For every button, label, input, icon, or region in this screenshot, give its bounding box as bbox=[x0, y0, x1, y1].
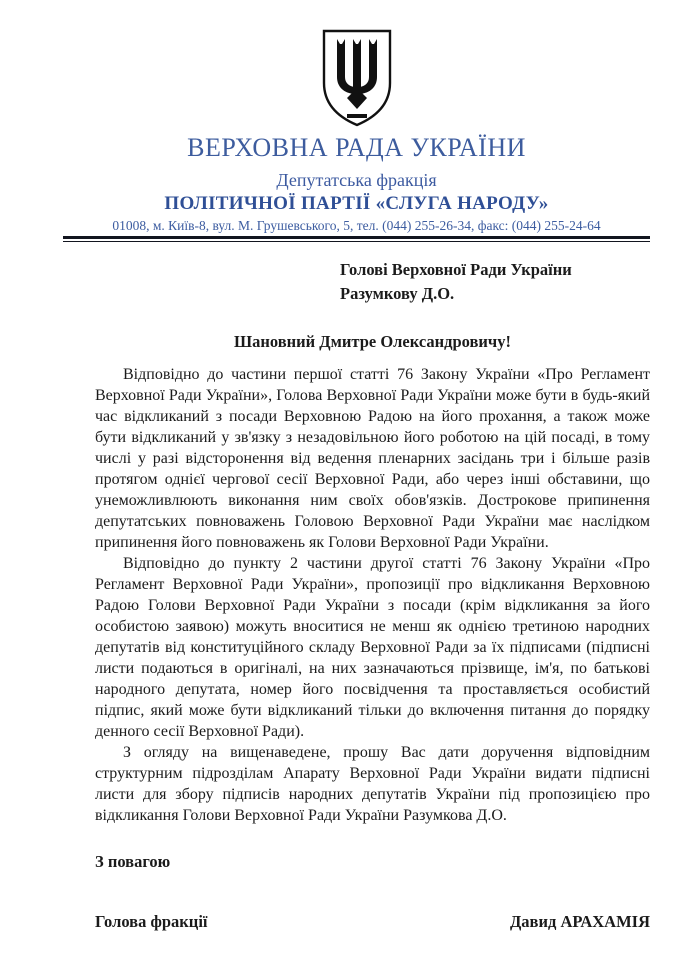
letter-content bbox=[0, 258, 678, 932]
letterhead-rule bbox=[63, 236, 650, 242]
org-title: ВЕРХОВНА РАДА УКРАЇНИ bbox=[187, 133, 526, 162]
signature-row bbox=[95, 912, 650, 932]
body-paragraph: З огляду на вищенаведене, прошу Вас дати доручення відповідним структурним підрозділам Апарату Верховної Ради України видати підписні листи для збору підписів народних депутатів України під пропозицією про відкликання Голови Верховної Ради України Разумкова Д.О. bbox=[95, 744, 650, 825]
closing-phrase: З повагою bbox=[95, 852, 171, 872]
signer-position: Голова фракції bbox=[95, 912, 208, 932]
body-paragraph: Відповідно до частини першої статті 76 Закону України «Про Регламент Верховної Ради України», Голова Верховної Ради України може бути в будь-який час відкликаний з посади Верховною Радою на його прохання, а також може бути відкликаний у зв'язку з незадовільною його роботою на цій посаді, в тому числі у разі відсторонення від ведення пленарних засідань три і більше разів протягом однієї чергової сесії Верховної Ради, або через інші обставини, що унеможливлюють виконання ним своїх обов'язків. Дострокове припинення депутатських повноважень Головою Верховної Ради України має наслідком припинення його повноважень як Голови Верховної Ради України. bbox=[95, 366, 650, 552]
address-line: 01008, м. Київ-8, вул. М. Грушевського, 5, тел. (044) 255-26-34, факс: (044) 255-24-64 bbox=[112, 217, 601, 233]
letterhead bbox=[63, 0, 650, 242]
salutation: Шановний Дмитре Олександровичу! bbox=[234, 332, 511, 352]
recipient-title: Голові Верховної Ради України bbox=[340, 260, 572, 280]
signer-name: Давид АРАХАМІЯ bbox=[509, 912, 650, 932]
body-paragraph: Відповідно до пункту 2 частини другої статті 76 Закону України «Про Регламент Верховної Ради України», пропозиції про відкликання Верховною Радою Голови Верховної Ради України з посади (крім відкликання за його особистою заявою) можуть вноситися не менш як однією третиною народних депутатів від конституційного складу Верховної Ради за їх підписами (підписні листи подаються в оригіналі, на них зазначаються прізвище, ім'я, по батькові народного депутата, номер його посвідчення та проставляється особистий підпис, який може бути відкликаний тільки до включення питання до порядку денного сесії Верховної Ради). bbox=[95, 555, 650, 741]
recipient-name: Разумкову Д.О. bbox=[340, 284, 455, 304]
faction-subtitle: Депутатська фракція bbox=[276, 169, 437, 190]
recipient-block bbox=[340, 258, 650, 306]
ukraine-tryzub-shield-icon bbox=[63, 0, 650, 128]
party-name: ПОЛІТИЧНОЇ ПАРТІЇ «СЛУГА НАРОДУ» bbox=[164, 192, 549, 214]
letter-body bbox=[95, 364, 650, 826]
